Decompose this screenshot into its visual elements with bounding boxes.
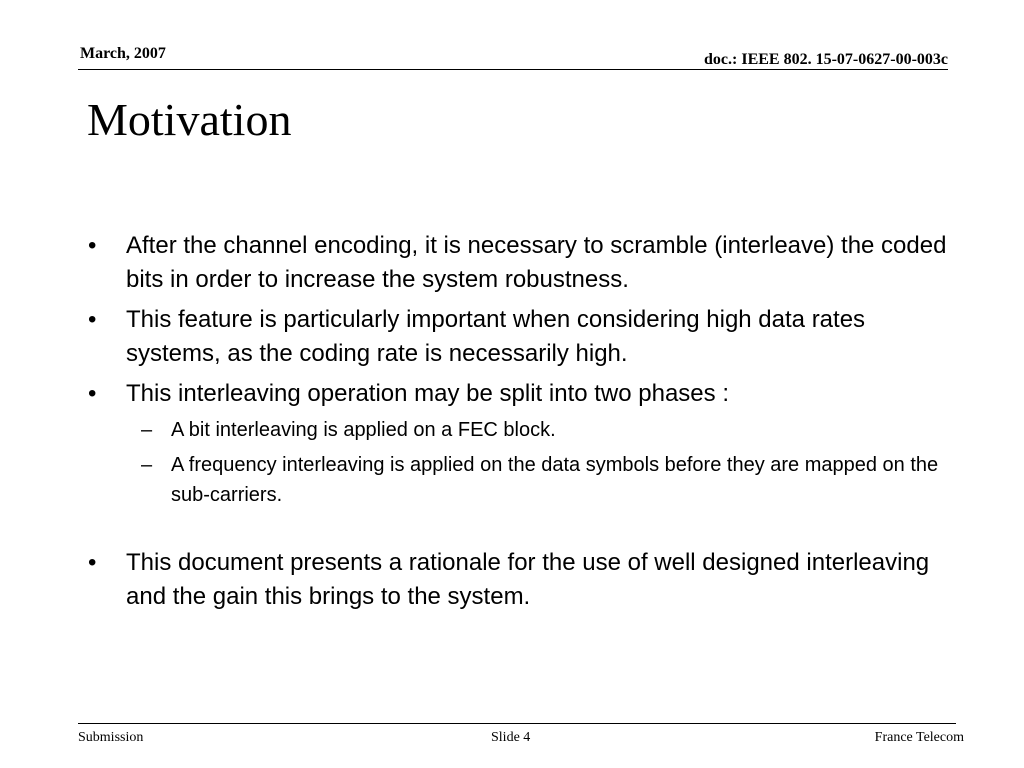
header-divider bbox=[78, 69, 948, 70]
header-doc-id: doc.: IEEE 802. 15-07-0627-00-003c bbox=[704, 51, 948, 68]
bullet-marker: • bbox=[88, 232, 97, 259]
sub-bullet-text: A frequency interleaving is applied on the data symbols before they are mapped on the sub-carriers. bbox=[171, 454, 939, 506]
bullet-marker: • bbox=[88, 549, 97, 576]
sub-bullet-text: A bit interleaving is applied on a FEC block. bbox=[171, 419, 556, 441]
bullet-item bbox=[85, 546, 965, 614]
bullet-text: This feature is particularly important when considering high data rates systems, as the coding rate is necessarily high. bbox=[126, 306, 866, 367]
footer-submission: Submission bbox=[78, 730, 144, 745]
footer-divider bbox=[78, 723, 956, 724]
bullet-item bbox=[85, 229, 965, 297]
bullet-text: After the channel encoding, it is necessary to scramble (interleave) the coded bits in order to increase the system robustness. bbox=[126, 232, 947, 293]
sub-bullet-item bbox=[85, 415, 965, 445]
bullet-text: This document presents a rationale for the use of well designed interleaving and the gain this brings to the system. bbox=[126, 549, 930, 610]
sub-bullet-marker: – bbox=[141, 419, 153, 441]
footer-organization: France Telecom bbox=[874, 730, 964, 745]
bullet-text: This interleaving operation may be split into two phases : bbox=[126, 380, 729, 407]
bullet-marker: • bbox=[88, 306, 97, 333]
bullet-marker: • bbox=[88, 380, 97, 407]
sub-bullet-item bbox=[85, 450, 965, 510]
slide-body bbox=[85, 229, 965, 614]
footer-slide-number: Slide 4 bbox=[491, 730, 531, 745]
bullet-item bbox=[85, 303, 965, 371]
bullet-item bbox=[85, 377, 965, 411]
header-date: March, 2007 bbox=[80, 45, 166, 62]
sub-bullet-marker: – bbox=[141, 454, 153, 476]
slide-title: Motivation bbox=[87, 94, 292, 145]
